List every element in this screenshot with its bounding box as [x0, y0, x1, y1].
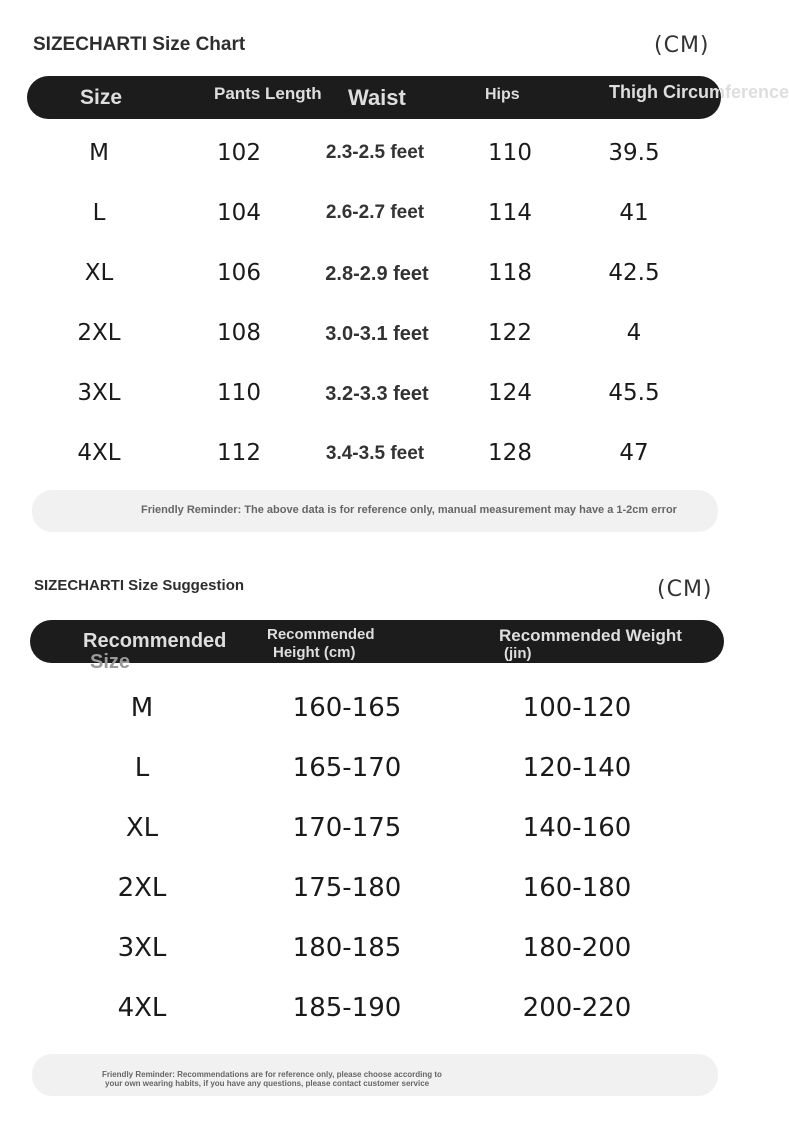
cell-size: 4XL [117, 993, 167, 1023]
cell-size: 2XL [77, 320, 121, 346]
cell-pants-length: 108 [217, 320, 261, 346]
cell-height: 175-180 [292, 873, 402, 903]
size-suggestion-header [30, 620, 724, 673]
cell-height: 185-190 [292, 993, 402, 1023]
size-chart-header [27, 76, 789, 119]
cell-thigh: 39.5 [608, 140, 660, 166]
header-thigh-circumference: Thigh Circumference [609, 82, 789, 102]
cell-waist: 2.6-2.7 feet [325, 202, 425, 223]
cell-pants-length: 102 [217, 140, 261, 166]
cell-size: M [130, 693, 154, 723]
size-chart-unit: (CM) [654, 33, 710, 58]
cell-size: L [134, 753, 150, 783]
cell-pants-length: 110 [217, 380, 261, 406]
cell-size: 2XL [117, 873, 167, 903]
size-suggestion-unit: (CM) [657, 577, 713, 602]
cell-height: 170-175 [292, 813, 402, 843]
header-size: Size [80, 86, 123, 109]
header-recommended-height: Recommended [267, 626, 375, 643]
cell-thigh: 45.5 [608, 380, 660, 406]
cell-size: 3XL [77, 380, 121, 406]
reminder-text: Friendly Reminder: The above data is for reference only, manual measurement may have a 1-2cm error [141, 504, 677, 516]
header-recommended-size: Recommended [83, 630, 227, 652]
cell-size: L [92, 200, 106, 226]
header-pants-length: Pants Length [214, 84, 322, 103]
cell-height: 165-170 [292, 753, 402, 783]
cell-size: 3XL [117, 933, 167, 963]
size-chart-reminder [32, 490, 718, 532]
cell-weight: 120-140 [522, 753, 632, 783]
cell-waist: 3.0-3.1 feet [325, 323, 429, 345]
cell-thigh: 47 [619, 440, 649, 466]
header-recommended-weight: Recommended Weight [499, 626, 682, 645]
cell-hips: 124 [488, 380, 532, 406]
cell-size: M [89, 140, 109, 166]
cell-thigh: 41 [619, 200, 649, 226]
cell-size: XL [84, 260, 114, 286]
header-recommended-weight-line2: (jin) [504, 645, 532, 662]
cell-waist: 3.4-3.5 feet [325, 443, 425, 464]
cell-size: 4XL [77, 440, 121, 466]
header-recommended-size-line2: Size [90, 651, 131, 673]
header-waist: Waist [348, 85, 406, 110]
cell-weight: 200-220 [522, 993, 632, 1023]
cell-weight: 160-180 [522, 873, 632, 903]
cell-weight: 140-160 [522, 813, 632, 843]
cell-hips: 122 [488, 320, 532, 346]
cell-weight: 180-200 [522, 933, 632, 963]
cell-pants-length: 112 [217, 440, 261, 466]
size-suggestion-title: SIZECHARTI Size Suggestion [34, 577, 245, 594]
header-recommended-height-line2: Height (cm) [273, 644, 356, 661]
cell-waist: 3.2-3.3 feet [325, 383, 429, 405]
cell-height: 180-185 [292, 933, 402, 963]
size-suggestion-reminder [32, 1054, 718, 1096]
cell-hips: 114 [488, 200, 532, 226]
cell-size: XL [125, 813, 159, 843]
cell-height: 160-165 [292, 693, 402, 723]
cell-waist: 2.8-2.9 feet [325, 263, 429, 285]
cell-pants-length: 104 [217, 200, 261, 226]
reminder-text-line2: your own wearing habits, if you have any questions, please contact customer service [105, 1079, 430, 1088]
cell-hips: 128 [488, 440, 532, 466]
cell-hips: 118 [488, 260, 532, 286]
reminder-text-line1: Friendly Reminder: Recommendations are for reference only, please choose according to [102, 1070, 442, 1079]
cell-hips: 110 [488, 140, 532, 166]
cell-thigh: 4 [626, 320, 642, 346]
cell-thigh: 42.5 [608, 260, 660, 286]
header-hips: Hips [485, 86, 520, 103]
cell-waist: 2.3-2.5 feet [325, 142, 425, 163]
cell-weight: 100-120 [522, 693, 632, 723]
size-chart-title: SIZECHARTI Size Chart [33, 34, 246, 55]
cell-pants-length: 106 [217, 260, 261, 286]
